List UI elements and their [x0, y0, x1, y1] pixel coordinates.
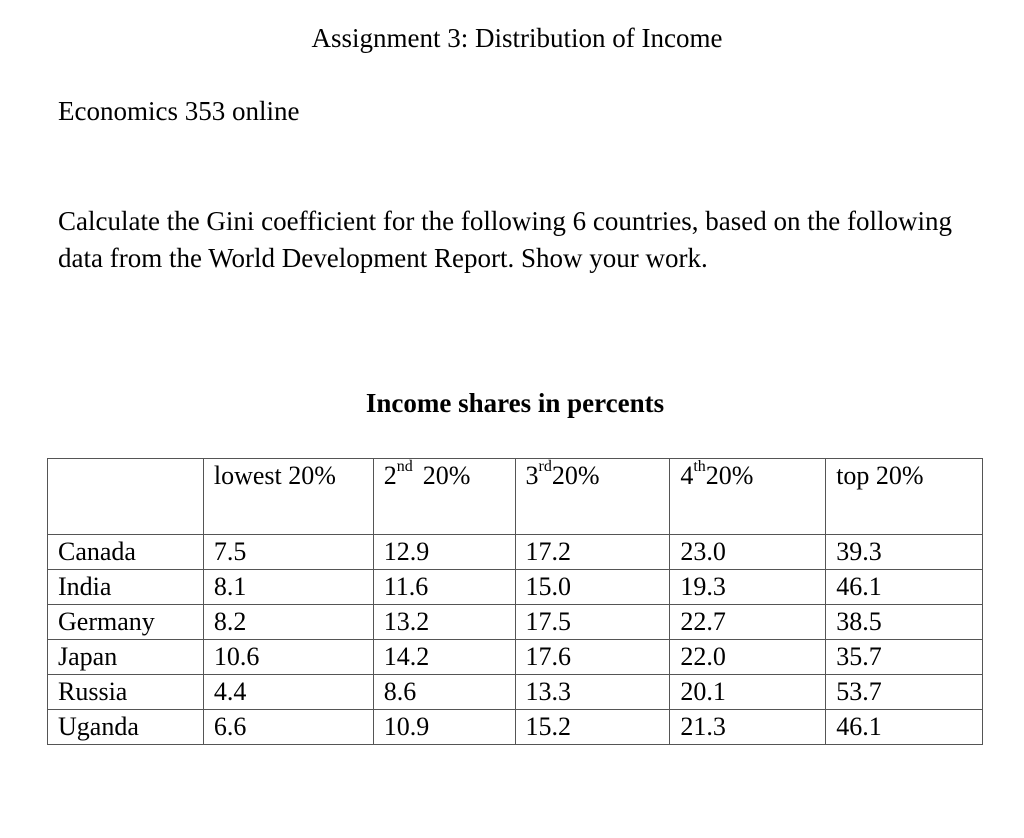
value-cell: 8.6	[373, 675, 515, 710]
country-cell: Uganda	[48, 710, 204, 745]
header-label: 20%	[705, 461, 754, 490]
value-cell: 39.3	[826, 535, 983, 570]
header-cell-second	[373, 459, 515, 535]
header-label: top 20%	[836, 461, 924, 490]
country-cell: Japan	[48, 640, 204, 675]
value-cell: 13.2	[373, 605, 515, 640]
value-cell: 53.7	[826, 675, 983, 710]
document-title: Assignment 3: Distribution of Income	[311, 23, 723, 53]
value-cell: 15.2	[515, 710, 670, 745]
header-label: 20%	[422, 461, 471, 490]
value-cell: 46.1	[826, 710, 983, 745]
value-cell: 21.3	[670, 710, 826, 745]
value-cell: 17.6	[515, 640, 670, 675]
value-cell: 20.1	[670, 675, 826, 710]
value-cell: 19.3	[670, 570, 826, 605]
table-row	[48, 640, 983, 675]
value-cell: 6.6	[203, 710, 373, 745]
header-cell-top	[826, 459, 983, 535]
value-cell: 46.1	[826, 570, 983, 605]
header-label: 20%	[551, 461, 600, 490]
value-cell: 14.2	[373, 640, 515, 675]
header-ordinal: 4	[680, 461, 694, 490]
header-ordinal: 3	[525, 461, 539, 490]
value-cell: 7.5	[203, 535, 373, 570]
value-cell: 11.6	[373, 570, 515, 605]
course-name: Economics 353 online	[58, 96, 300, 126]
table-header-row	[48, 459, 983, 535]
header-label: lowest 20%	[213, 461, 336, 490]
header-ordinal-suffix: rd	[538, 458, 552, 476]
table-row	[48, 570, 983, 605]
value-cell: 8.1	[203, 570, 373, 605]
value-cell: 23.0	[670, 535, 826, 570]
instructions-paragraph: Calculate the Gini coefficient for the following 6 countries, based on the following data from the World Development Report. Show your work.	[58, 206, 953, 273]
value-cell: 22.0	[670, 640, 826, 675]
value-cell: 10.6	[203, 640, 373, 675]
country-cell: Germany	[48, 605, 204, 640]
header-ordinal-suffix: th	[693, 458, 706, 476]
table-row	[48, 675, 983, 710]
value-cell: 8.2	[203, 605, 373, 640]
country-cell: Russia	[48, 675, 204, 710]
value-cell: 17.5	[515, 605, 670, 640]
value-cell: 22.7	[670, 605, 826, 640]
value-cell: 17.2	[515, 535, 670, 570]
country-cell: Canada	[48, 535, 204, 570]
header-cell-third	[515, 459, 670, 535]
table-row	[48, 605, 983, 640]
country-cell: India	[48, 570, 204, 605]
header-cell-country	[48, 459, 204, 535]
value-cell: 12.9	[373, 535, 515, 570]
header-ordinal: 2	[383, 461, 397, 490]
table-heading: Income shares in percents	[365, 388, 665, 418]
header-ordinal-suffix: nd	[396, 458, 413, 476]
value-cell: 35.7	[826, 640, 983, 675]
value-cell: 38.5	[826, 605, 983, 640]
value-cell: 4.4	[203, 675, 373, 710]
header-cell-lowest	[203, 459, 373, 535]
table-row	[48, 710, 983, 745]
value-cell: 15.0	[515, 570, 670, 605]
value-cell: 10.9	[373, 710, 515, 745]
value-cell: 13.3	[515, 675, 670, 710]
table-row	[48, 535, 983, 570]
income-shares-table	[47, 458, 983, 745]
header-cell-fourth	[670, 459, 826, 535]
